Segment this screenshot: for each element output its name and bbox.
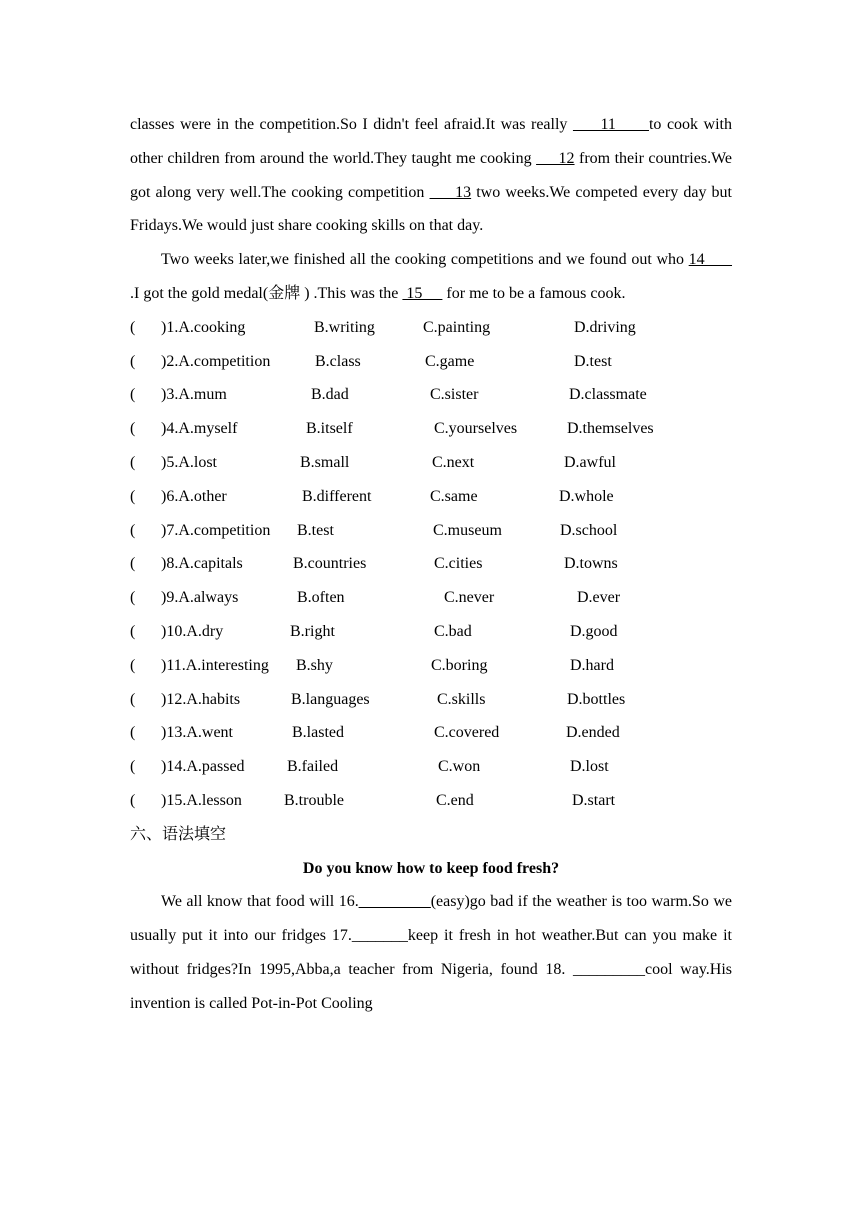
option-a: )11.A.interesting <box>161 656 269 674</box>
answer-bracket[interactable]: ( <box>130 589 136 607</box>
passage-text: Two weeks later,we finished all the cooking competitions and we found out who <box>161 251 689 269</box>
question-row <box>130 784 732 818</box>
option-b: B.class <box>315 352 361 370</box>
answer-bracket[interactable]: ( <box>130 791 136 809</box>
passage-text: classes were in the competition.So I didn't feel afraid.It was really <box>130 116 573 133</box>
option-d: D.themselves <box>567 420 654 438</box>
question-row <box>130 514 732 548</box>
option-b: B.dad <box>311 386 349 404</box>
option-d: D.ended <box>566 724 620 742</box>
option-c: C.won <box>438 758 481 776</box>
answer-bracket[interactable]: ( <box>130 622 136 640</box>
question-list <box>130 311 732 818</box>
answer-bracket[interactable]: ( <box>130 656 136 674</box>
passage-text: from their countries.We got along very well.The cooking competition <box>130 149 732 201</box>
option-c: C.cities <box>434 555 483 573</box>
option-d: D.lost <box>570 758 609 776</box>
answer-bracket[interactable]: ( <box>130 690 136 708</box>
option-a: )8.A.capitals <box>161 555 243 573</box>
option-c: C.painting <box>423 318 491 336</box>
option-d: D.ever <box>577 589 621 607</box>
option-d: D.towns <box>564 555 618 573</box>
question-row <box>130 480 732 514</box>
option-d: D.driving <box>574 318 636 336</box>
passage-paragraph-2 <box>130 243 732 311</box>
blank-17[interactable]: _______ <box>351 927 408 945</box>
question-row <box>130 581 732 615</box>
option-a: )5.A.lost <box>161 453 217 471</box>
option-d: D.classmate <box>569 386 647 404</box>
blank-18[interactable]: _________ <box>573 960 645 978</box>
option-a: )7.A.competition <box>161 521 271 539</box>
option-a: )12.A.habits <box>161 690 241 708</box>
blank-14: 14 <box>688 251 733 269</box>
option-c: C.sister <box>430 386 479 404</box>
option-d: D.good <box>570 622 618 640</box>
option-a: )1.A.cooking <box>161 318 246 336</box>
question-row <box>130 378 732 412</box>
option-d: D.test <box>574 352 612 370</box>
option-c: C.same <box>430 487 478 505</box>
blank-11: 11 <box>572 116 649 133</box>
question-row <box>130 649 732 683</box>
option-c: C.skills <box>437 690 486 708</box>
option-a: )3.A.mum <box>161 386 227 404</box>
answer-bracket[interactable]: ( <box>130 453 136 471</box>
option-b: B.lasted <box>292 724 344 742</box>
question-row <box>130 683 732 717</box>
option-c: C.boring <box>431 656 488 674</box>
passage-paragraph-3 <box>130 885 732 1020</box>
passage-paragraph-1 <box>130 108 732 243</box>
option-a: )15.A.lesson <box>161 791 242 809</box>
option-d: D.hard <box>570 656 614 674</box>
question-row <box>130 345 732 379</box>
question-row <box>130 750 732 784</box>
answer-bracket[interactable]: ( <box>130 386 136 404</box>
option-b: B.languages <box>291 690 370 708</box>
option-c: C.game <box>425 352 475 370</box>
question-row <box>130 716 732 750</box>
answer-bracket[interactable]: ( <box>130 352 136 370</box>
option-a: )2.A.competition <box>161 352 271 370</box>
option-b: B.countries <box>293 555 367 573</box>
option-a: )13.A.went <box>161 724 233 742</box>
passage-text: two weeks.We competed every day but Fridays.We would just share cooking skills on that day. <box>130 183 733 235</box>
option-b: B.writing <box>314 318 375 336</box>
option-a: )4.A.myself <box>161 420 238 438</box>
option-d: D.start <box>572 791 616 809</box>
option-c: C.never <box>444 589 495 607</box>
question-row <box>130 615 732 649</box>
option-b: B.small <box>300 453 350 471</box>
question-row <box>130 446 732 480</box>
option-b: B.right <box>290 622 335 640</box>
option-b: B.often <box>297 589 345 607</box>
option-d: D.bottles <box>567 690 626 708</box>
option-c: C.next <box>432 453 475 471</box>
option-c: C.end <box>436 791 474 809</box>
answer-bracket[interactable]: ( <box>130 487 136 505</box>
option-a: )14.A.passed <box>161 758 245 776</box>
answer-bracket[interactable]: ( <box>130 555 136 573</box>
question-row <box>130 412 732 446</box>
question-row <box>130 547 732 581</box>
passage-title: Do you know how to keep food fresh? <box>302 859 560 877</box>
option-b: B.trouble <box>284 791 344 809</box>
answer-bracket[interactable]: ( <box>130 521 136 539</box>
option-a: )9.A.always <box>161 589 239 607</box>
document-content <box>130 108 732 1021</box>
option-c: C.yourselves <box>434 420 518 438</box>
question-row <box>130 311 732 345</box>
blank-12: 12 <box>536 149 575 167</box>
answer-bracket[interactable]: ( <box>130 758 136 776</box>
option-b: B.failed <box>287 758 339 776</box>
option-b: B.itself <box>306 420 353 438</box>
passage-text: to cook with other children from around the world.They taught me cooking <box>130 116 733 167</box>
option-c: C.museum <box>433 521 502 539</box>
option-d: D.whole <box>559 487 614 505</box>
option-b: B.shy <box>296 656 333 674</box>
blank-15: 15 <box>402 284 443 302</box>
passage-text: (easy)go bad if the weather is too warm.So we usually put it into our fridges 17. <box>130 893 732 945</box>
passage-text: keep it fresh in hot weather.But can you make it without fridges?In 1995,Abba,a teacher from Nigeria, found 18. <box>130 927 733 978</box>
option-a: )6.A.other <box>161 487 227 505</box>
option-a: )10.A.dry <box>161 622 224 640</box>
section-heading: 六、语法填空 <box>130 825 227 843</box>
answer-bracket[interactable]: ( <box>130 724 136 742</box>
option-c: C.covered <box>434 724 500 742</box>
option-d: D.school <box>560 521 618 539</box>
passage-text: for me to be a famous cook. <box>442 284 626 302</box>
passage-text: .I got the gold medal(金牌 ) .This was the <box>130 284 403 302</box>
answer-bracket[interactable]: ( <box>130 420 136 438</box>
passage-text: We all know that food will 16. <box>161 893 359 911</box>
answer-bracket[interactable]: ( <box>130 318 136 336</box>
option-b: B.test <box>297 521 334 539</box>
option-c: C.bad <box>434 622 472 640</box>
blank-16[interactable]: _________ <box>358 893 431 911</box>
option-d: D.awful <box>564 453 616 471</box>
passage-text: cool way.His invention is called Pot-in-Pot Cooling <box>130 960 733 1012</box>
option-b: B.different <box>302 487 372 505</box>
blank-13: 13 <box>429 183 472 201</box>
